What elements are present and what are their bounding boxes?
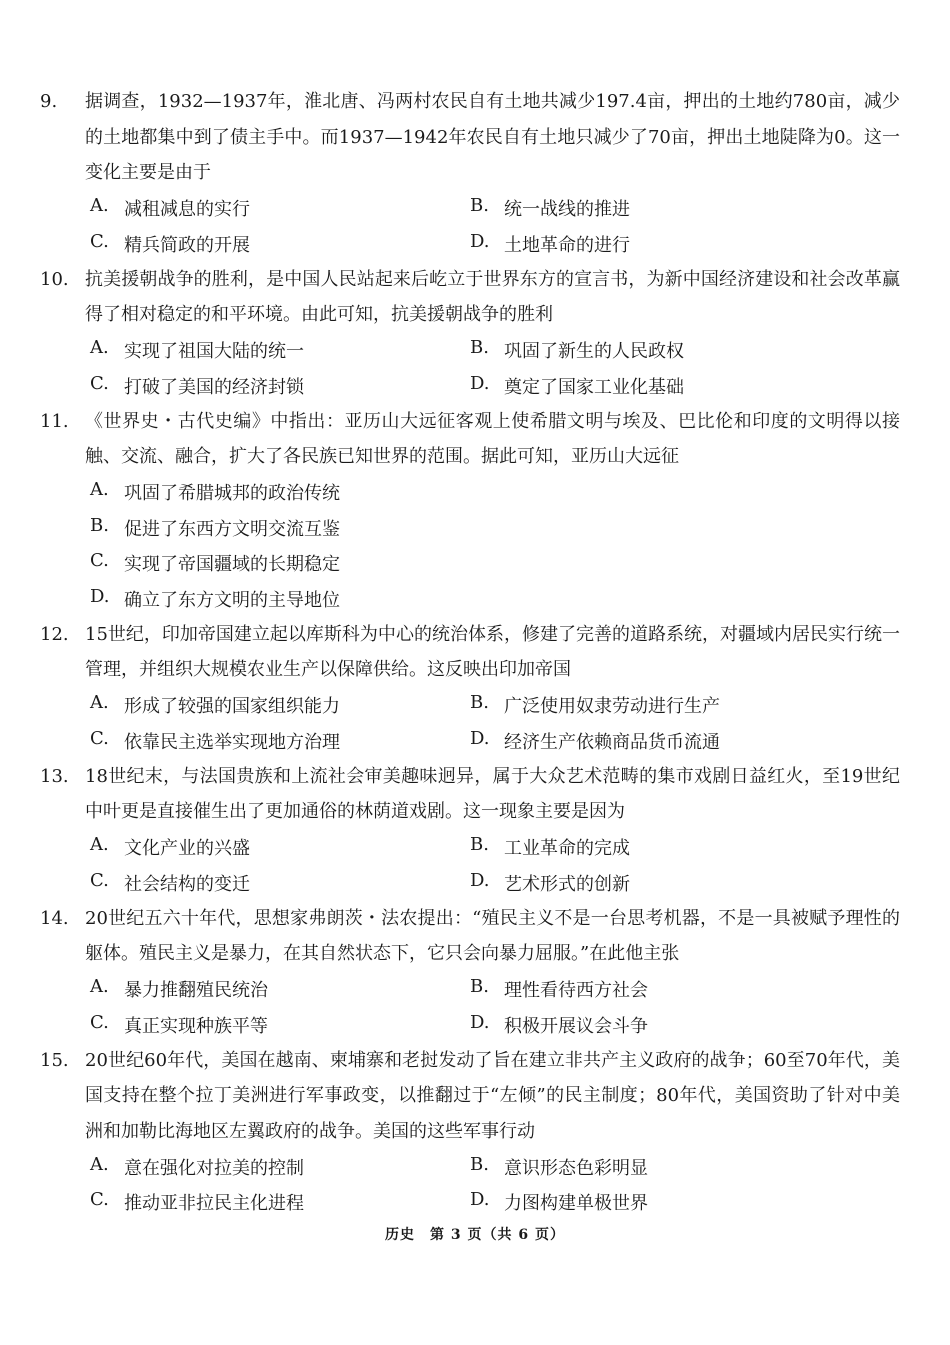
option-row: [90, 333, 900, 369]
options: [40, 191, 900, 262]
option-letter: B.: [470, 834, 489, 856]
option-letter: C.: [90, 1189, 109, 1211]
question-number: 13.: [40, 765, 69, 787]
option-letter: C.: [90, 230, 109, 252]
option-b[interactable]: [470, 976, 648, 1002]
option-c[interactable]: [90, 728, 470, 754]
question-stem: [40, 759, 900, 830]
option-row: [90, 1185, 900, 1221]
question-text: 据调查，1932—1937年，淮北唐、冯两村农民自有土地共减少197.4亩，押出的土地约780亩，减少的土地都集中到了债主手中。而1937—1942年农民自有土地只减少了70亩，押出土地陡降为0。这一变化主要是由于: [85, 91, 900, 183]
options: [40, 475, 900, 617]
question-list: [40, 84, 900, 1220]
option-b[interactable]: [90, 515, 340, 541]
option-letter: A.: [90, 337, 109, 359]
options: [40, 688, 900, 759]
option-letter: B.: [470, 692, 489, 714]
option-row: [90, 581, 900, 617]
question-15: [40, 1043, 900, 1221]
question-text: 15世纪，印加帝国建立起以库斯科为中心的统治体系，修建了完善的道路系统，对疆域内居民实行统一管理，并组织大规模农业生产以保障供给。这反映出印加帝国: [85, 623, 900, 680]
option-text: 工业革命的完成: [504, 838, 630, 860]
option-d[interactable]: [470, 728, 720, 754]
option-text: 巩固了新生的人民政权: [504, 341, 684, 363]
option-row: [90, 830, 900, 866]
question-text: 抗美援朝战争的胜利，是中国人民站起来后屹立于世界东方的宣言书，为新中国经济建设和社会改革赢得了相对稳定的和平环境。由此可知，抗美援朝战争的胜利: [85, 268, 900, 325]
option-text: 意识形态色彩明显: [504, 1157, 648, 1179]
option-letter: C.: [90, 372, 109, 394]
option-letter: B.: [470, 976, 489, 998]
option-text: 理性看待西方社会: [504, 980, 648, 1002]
option-b[interactable]: [470, 1154, 648, 1180]
option-letter: C.: [90, 1011, 109, 1033]
option-letter: D.: [470, 869, 490, 891]
option-text: 真正实现种族平等: [124, 1015, 268, 1037]
option-c[interactable]: [90, 231, 470, 257]
option-c[interactable]: [90, 373, 470, 399]
option-row: [90, 972, 900, 1008]
option-letter: B.: [470, 1153, 489, 1175]
option-letter: B.: [90, 514, 109, 536]
option-text: 实现了帝国疆域的长期稳定: [124, 554, 340, 576]
question-text: 《世界史・古代史编》中指出：亚历山大远征客观上使希腊文明与埃及、巴比伦和印度的文明得以接触、交流、融合，扩大了各民族已知世界的范围。据此可知，亚历山大远征: [85, 410, 900, 467]
option-letter: D.: [470, 230, 490, 252]
option-text: 减租减息的实行: [124, 199, 250, 221]
option-text: 经济生产依赖商品货币流通: [504, 731, 720, 753]
option-text: 暴力推翻殖民统治: [124, 980, 268, 1002]
question-9: [40, 84, 900, 262]
option-text: 社会结构的变迁: [124, 873, 250, 895]
option-letter: D.: [470, 1189, 490, 1211]
question-14: [40, 901, 900, 1043]
option-text: 实现了祖国大陆的统一: [124, 341, 304, 363]
option-text: 精兵简政的开展: [124, 234, 250, 256]
option-text: 艺术形式的创新: [504, 873, 630, 895]
option-a[interactable]: [90, 479, 340, 505]
question-12: [40, 617, 900, 759]
question-stem: [40, 404, 900, 475]
question-number: 14.: [40, 907, 69, 929]
option-text: 积极开展议会斗争: [504, 1015, 648, 1037]
option-text: 依靠民主选举实现地方治理: [124, 731, 340, 753]
option-b[interactable]: [470, 692, 720, 718]
option-d[interactable]: [470, 1189, 648, 1215]
question-10: [40, 262, 900, 404]
option-text: 确立了东方文明的主导地位: [124, 589, 340, 611]
option-text: 力图构建单极世界: [504, 1193, 648, 1215]
question-13: [40, 759, 900, 901]
question-number: 10.: [40, 268, 69, 290]
option-row: [90, 226, 900, 262]
option-d[interactable]: [470, 870, 630, 896]
option-letter: D.: [470, 372, 490, 394]
option-row: [90, 1007, 900, 1043]
option-b[interactable]: [470, 195, 630, 221]
option-row: [90, 723, 900, 759]
option-row: [90, 368, 900, 404]
option-text: 形成了较强的国家组织能力: [124, 696, 340, 718]
question-number: 15.: [40, 1049, 69, 1071]
option-letter: A.: [90, 834, 109, 856]
option-letter: A.: [90, 976, 109, 998]
option-letter: B.: [470, 195, 489, 217]
option-letter: C.: [90, 727, 109, 749]
option-letter: A.: [90, 479, 109, 501]
option-text: 文化产业的兴盛: [124, 838, 250, 860]
option-row: [90, 510, 900, 546]
question-number: 12.: [40, 623, 69, 645]
option-text: 奠定了国家工业化基础: [504, 376, 684, 398]
option-row: [90, 191, 900, 227]
option-row: [90, 865, 900, 901]
question-stem: [40, 1043, 900, 1150]
option-c[interactable]: [90, 1189, 470, 1215]
option-letter: D.: [470, 1011, 490, 1033]
option-a[interactable]: [90, 834, 470, 860]
option-letter: D.: [470, 727, 490, 749]
option-a[interactable]: [90, 195, 470, 221]
question-stem: [40, 617, 900, 688]
option-text: 推动亚非拉民主化进程: [124, 1193, 304, 1215]
question-number: 11.: [40, 410, 69, 432]
page-footer: 历史 第 3 页（共 6 页）: [385, 1227, 565, 1243]
option-letter: A.: [90, 692, 109, 714]
option-text: 促进了东西方文明交流互鉴: [124, 518, 340, 540]
question-stem: [40, 262, 900, 333]
option-row: [90, 1149, 900, 1185]
option-a[interactable]: [90, 337, 470, 363]
option-d[interactable]: [90, 586, 340, 612]
option-c[interactable]: [90, 870, 470, 896]
option-text: 广泛使用奴隶劳动进行生产: [504, 696, 720, 718]
option-text: 意在强化对拉美的控制: [124, 1157, 304, 1179]
option-letter: D.: [90, 585, 110, 607]
options: [40, 1149, 900, 1220]
option-row: [90, 546, 900, 582]
option-a[interactable]: [90, 976, 470, 1002]
option-row: [90, 475, 900, 511]
option-text: 土地革命的进行: [504, 234, 630, 256]
option-letter: A.: [90, 195, 109, 217]
option-d[interactable]: [470, 231, 630, 257]
option-letter: B.: [470, 337, 489, 359]
question-text: 20世纪60年代，美国在越南、柬埔寨和老挝发动了旨在建立非共产主义政府的战争；60至70年代，美国支持在整个拉丁美洲进行军事政变，以推翻过于“左倾”的民主制度；80年代，美国资助了针对中美洲和加勒比海地区左翼政府的战争。美国的这些军事行动: [85, 1049, 900, 1142]
option-c[interactable]: [90, 1012, 470, 1038]
option-a[interactable]: [90, 1154, 470, 1180]
option-c[interactable]: [90, 550, 340, 576]
option-d[interactable]: [470, 373, 684, 399]
option-text: 巩固了希腊城邦的政治传统: [124, 483, 340, 505]
question-text: 18世纪末，与法国贵族和上流社会审美趣味迥异，属于大众艺术范畴的集市戏剧日益红火，至19世纪中叶更是直接催生出了更加通俗的林荫道戏剧。这一现象主要是因为: [85, 765, 900, 822]
option-b[interactable]: [470, 337, 684, 363]
question-text: 20世纪五六十年代，思想家弗朗茨・法农提出：“殖民主义不是一台思考机器，不是一具被赋予理性的躯体。殖民主义是暴力，在其自然状态下，它只会向暴力屈服。”在此他主张: [85, 907, 900, 964]
option-text: 打破了美国的经济封锁: [124, 376, 304, 398]
options: [40, 830, 900, 901]
option-a[interactable]: [90, 692, 470, 718]
option-b[interactable]: [470, 834, 630, 860]
options: [40, 972, 900, 1043]
option-row: [90, 688, 900, 724]
option-d[interactable]: [470, 1012, 648, 1038]
option-letter: C.: [90, 550, 109, 572]
question-number: 9.: [40, 91, 58, 112]
question-stem: [40, 84, 900, 191]
option-letter: C.: [90, 869, 109, 891]
question-11: [40, 404, 900, 617]
options: [40, 333, 900, 404]
option-text: 统一战线的推进: [504, 199, 630, 221]
question-stem: [40, 901, 900, 972]
option-letter: A.: [90, 1153, 109, 1175]
